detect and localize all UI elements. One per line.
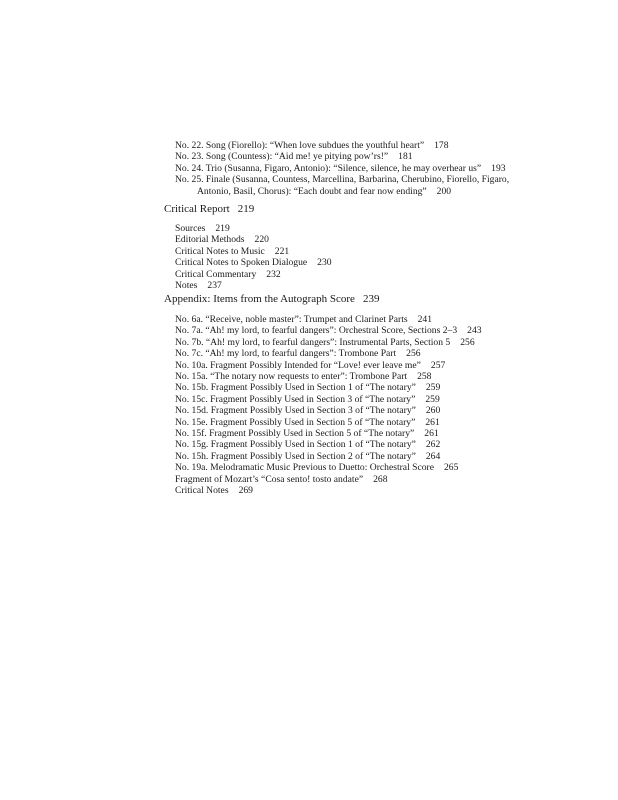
toc-entry-title: Fragment of Mozart’s “Cosa sento! tosto andate” [175,473,364,485]
toc-entry-page: 264 [425,450,441,462]
toc-entry [0,382,618,393]
section-heading-title: Appendix: Items from the Autograph Score [164,293,355,305]
toc-entry-title: No. 15a. “The notary now requests to enter”: Trombone Part [175,371,408,383]
toc-entry [0,246,618,257]
toc-entry-title: No. 15c. Fragment Possibly Used in Section 3 of “The notary” [175,393,416,405]
toc-entry [0,451,618,462]
toc-entry [0,325,618,336]
toc-entry-title: No. 15b. Fragment Possibly Used in Section 1 of “The notary” [175,382,416,394]
toc-entry-page: 232 [266,268,281,280]
toc-entry-title: Sources [175,223,206,234]
toc-entry [0,223,618,234]
toc-entry-page: 221 [274,245,290,257]
toc-entry [0,371,618,382]
toc-entry-page: 262 [425,439,441,451]
toc-entry-title: Notes [175,280,198,292]
toc-entry-title: No. 23. Song (Countess): “Aid me! ye pitying pow’rs!” [175,151,389,163]
toc-entry-page: 265 [443,462,459,474]
toc-entry-title: Critical Notes to Music [175,245,265,257]
toc-entry [0,462,618,473]
toc-entry-page: 178 [434,140,449,151]
toc-entry-page: 241 [417,314,432,325]
section-heading [0,203,618,216]
toc-entry [0,485,618,496]
toc-entry [0,348,618,359]
toc-entry-page: 269 [238,485,253,497]
toc-entry [0,269,618,280]
toc-entry-title: No. 15d. Fragment Possibly Used in Section 3 of “The notary” [175,405,416,417]
toc-entry-title: No. 25. Finale (Susanna, Countess, Marcellina, Barbarina, Cherubino, Fiorello, Figaro, [175,174,510,186]
toc-section-appendix [0,293,618,497]
toc-entry-page: 268 [373,473,388,485]
toc-entry-title: Antonio, Basil, Chorus): “Each doubt and fear now ending” [197,185,427,197]
toc-entry-page: 261 [425,416,440,428]
toc-entry [0,474,618,485]
toc-entry [0,151,618,162]
toc-entry-title: No. 15e. Fragment Possibly Used in Section 5 of “The notary” [175,416,416,428]
toc-entry-page: 243 [467,325,482,337]
section-heading [0,293,618,306]
toc-entry [0,439,618,450]
toc-entry-title: No. 24. Trio (Susanna, Figaro, Antonio): “Silence, silence, he may overhear us” [175,162,482,174]
toc-entry [0,174,618,185]
toc-entry-title: No. 22. Song (Fiorello): “When love subdues the youthful heart” [175,140,425,151]
toc-entry-title: No. 6a. “Receive, noble master”: Trumpet and Clarinet Parts [175,314,408,325]
toc-entry-title: No. 7b. “Ah! my lord, to fearful dangers”: Instrumental Parts, Section 5 [175,336,451,348]
section-heading-title: Critical Report [164,203,230,215]
toc-entry [0,234,618,245]
toc-entry [0,140,618,151]
toc-entry [0,428,618,439]
toc-entry-page: 200 [436,185,452,197]
toc-entry-title: No. 10a. Fragment Possibly Intended for “Love! ever leave me” [175,359,421,371]
toc-entry-title: No. 15f. Fragment Possibly Used in Section 5 of “The notary” [175,428,415,440]
toc-entry-page: 230 [317,257,332,269]
toc-entry-page: 256 [406,348,421,360]
toc-entry [0,405,618,416]
toc-section-critical-report [0,203,618,291]
toc-entry-title: No. 15h. Fragment Possibly Used in Section 2 of “The notary” [175,450,416,462]
toc-entry-page: 219 [215,223,230,234]
toc-entry-page: 258 [417,371,432,383]
toc-entry-title: No. 7a. “Ah! my lord, to fearful dangers”: Orchestral Score, Sections 2–3 [175,325,458,337]
toc-entry-page: 257 [430,359,446,371]
toc-entry-page: 260 [425,405,441,417]
toc-entry-title: Editorial Methods [175,234,245,246]
toc-entry [0,163,618,174]
toc-entry-page: 256 [460,336,475,348]
toc-entry-title: Critical Commentary [175,268,257,280]
toc-entry [0,314,618,325]
section-heading-page: 219 [237,203,255,215]
toc-entry-page: 259 [425,393,440,405]
toc-entry-page: 261 [424,428,439,440]
toc-entry [0,257,618,268]
toc-entry-title: No. 19a. Melodramatic Music Previous to Duetto: Orchestral Score [175,462,434,474]
toc-entry [0,394,618,405]
toc-entry [0,280,618,291]
toc-entry-continuation [0,186,618,197]
toc-entry-title: Critical Notes to Spoken Dialogue [175,257,308,269]
toc-entry [0,337,618,348]
section-heading-page: 239 [362,293,380,305]
toc-entry-page: 259 [425,382,441,394]
toc-entry-title: No. 7c. “Ah! my lord, to fearful dangers”: Trombone Part [175,348,397,360]
toc-entry-page: 193 [491,162,506,174]
toc-entry-page: 220 [254,234,269,246]
toc-entry-title: No. 15g. Fragment Possibly Used in Section 1 of “The notary” [175,439,416,451]
toc-entry [0,417,618,428]
toc-top-entries [0,140,618,197]
toc-entry-page: 237 [207,280,222,292]
toc-entry-title: Critical Notes [175,485,229,497]
toc-entry-page: 181 [398,151,413,163]
toc-entry [0,360,618,371]
